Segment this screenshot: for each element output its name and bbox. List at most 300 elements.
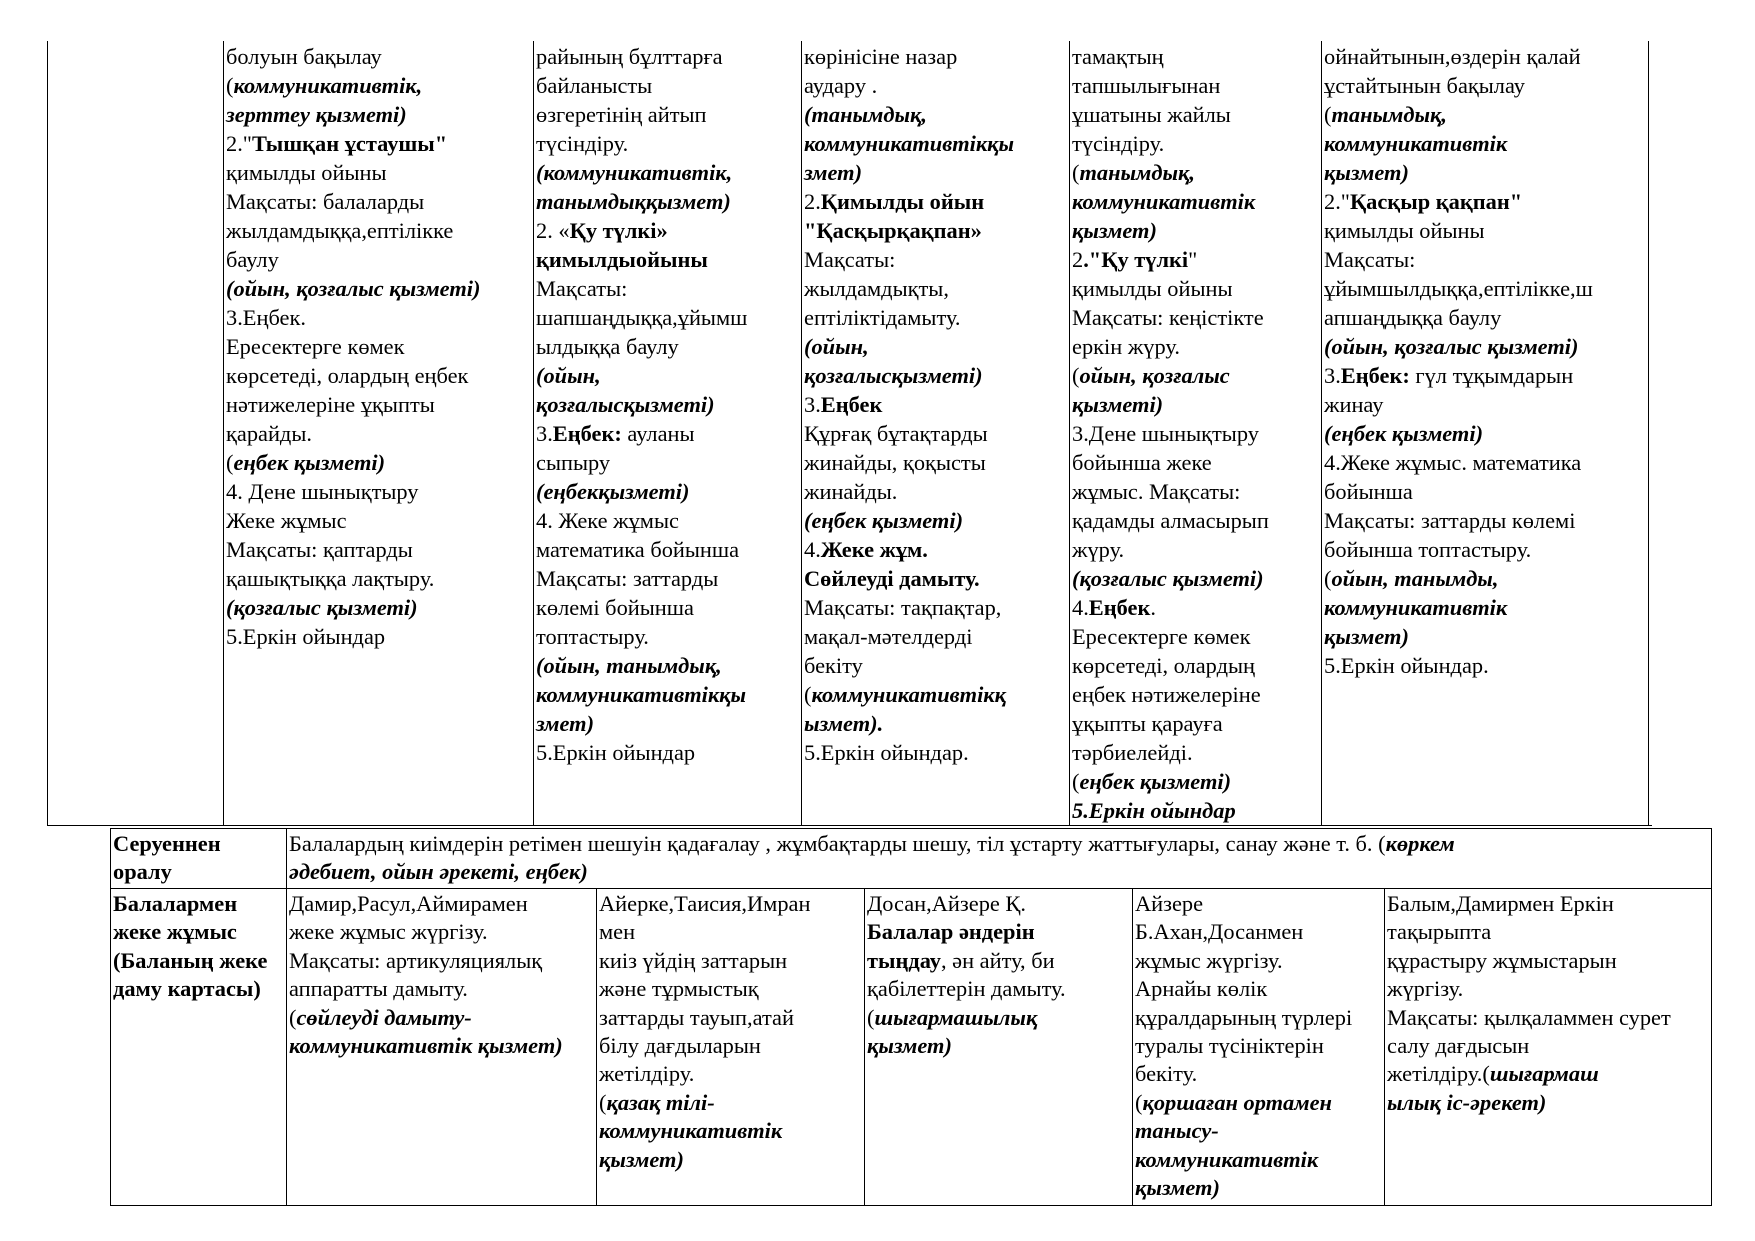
text-line	[804, 42, 1067, 71]
text-line	[536, 129, 799, 158]
text-line	[226, 303, 531, 332]
text-line	[226, 506, 531, 535]
individual-label-line: (Баланың жеке	[113, 947, 268, 973]
text-line	[1072, 274, 1319, 303]
text-line	[1072, 390, 1319, 419]
text-line	[226, 448, 531, 477]
text-run: көрсетеді, олардың еңбек	[226, 363, 469, 388]
text-line	[536, 245, 799, 274]
text-line	[867, 947, 1130, 975]
text-run: ылық іс-әрекет)	[1387, 1089, 1547, 1115]
thursday-cell	[1070, 41, 1322, 825]
text-line	[1072, 71, 1319, 100]
text-run: 2."	[226, 131, 252, 156]
text-line	[867, 890, 1130, 918]
text-run: қозғалысқызметі)	[804, 363, 983, 388]
return-text-line	[289, 830, 1709, 858]
individual-label-cell	[111, 889, 287, 1206]
text-line	[1324, 419, 1646, 448]
text-run: ойын, қозғалыс	[1079, 363, 1230, 388]
text-run: математика бойынша	[536, 537, 740, 562]
text-line	[226, 390, 531, 419]
text-run: коммуникативтік	[1072, 189, 1256, 214]
text-line	[226, 361, 531, 390]
text-line	[536, 477, 799, 506]
text-run: қазақ тілі-	[606, 1089, 715, 1115]
text-run: жылдамдықты,	[804, 276, 949, 301]
text-run: Мақсаты: артикуляциялық	[289, 947, 543, 973]
text-line	[1324, 42, 1646, 71]
walk-activities-row	[48, 41, 1649, 825]
text-line	[1324, 651, 1646, 680]
text-run: еңбек қызметі)	[233, 450, 386, 475]
text-line	[867, 1032, 1130, 1060]
text-run: тапшылығынан	[1072, 73, 1221, 98]
return-from-walk-row	[111, 829, 1712, 889]
text-run: (ойын,	[536, 363, 601, 388]
text-line	[226, 71, 531, 100]
text-run: Мақсаты: балаларды	[226, 189, 425, 214]
text-run: қызметі)	[1072, 392, 1164, 417]
text-run: 2	[1072, 247, 1084, 272]
text-line	[804, 535, 1067, 564]
text-run: танымдық,	[1331, 102, 1447, 127]
monday-cell	[224, 41, 534, 825]
text-line	[1324, 216, 1646, 245]
text-run: тақырыпта	[1387, 919, 1492, 945]
text-line	[599, 1089, 862, 1117]
text-run: Мақсаты:	[536, 276, 628, 301]
text-run: 5.Еркін ойындар	[536, 740, 696, 765]
text-line	[226, 419, 531, 448]
text-run: "	[1188, 247, 1198, 272]
text-run: Мақсаты: қаптарды	[226, 537, 413, 562]
text-run: еңбек қызметі)	[1079, 769, 1232, 794]
text-line	[536, 593, 799, 622]
text-run: байланысты	[536, 73, 653, 98]
text-line	[1135, 947, 1382, 975]
text-line	[226, 564, 531, 593]
text-line	[1135, 1004, 1382, 1032]
text-line	[1072, 42, 1319, 71]
text-run: (	[1072, 363, 1080, 388]
text-line	[599, 947, 862, 975]
text-run: ептіліктідамыту.	[804, 305, 961, 330]
text-run: (	[1072, 160, 1080, 185]
text-line	[1324, 158, 1646, 187]
text-line	[804, 303, 1067, 332]
text-run: көрсетеді, олардың	[1072, 653, 1255, 678]
text-line	[226, 535, 531, 564]
text-run: коммуникативтік	[1324, 131, 1508, 156]
individual-work-row	[111, 889, 1712, 1206]
text-run: (	[1324, 102, 1332, 127]
text-run: Қу түлкі»	[569, 218, 668, 243]
return-text-activity: көркем	[1385, 831, 1455, 856]
text-line	[1135, 1174, 1382, 1202]
text-run: (ойын, танымдық,	[536, 653, 722, 678]
text-run: қызмет)	[1072, 218, 1157, 243]
text-run: қоршаған ортамен	[1142, 1089, 1332, 1115]
text-run: бойынша топтастыру.	[1324, 537, 1532, 562]
text-run: 2.	[804, 189, 821, 214]
text-run: жетілдіру.(	[1387, 1061, 1490, 1087]
text-line	[804, 477, 1067, 506]
text-line	[289, 918, 594, 946]
text-run: қашықтыққа лақтыру.	[226, 566, 435, 591]
text-line	[226, 100, 531, 129]
text-run: заттарды тауып,атай	[599, 1004, 794, 1030]
text-line	[1387, 1060, 1709, 1088]
text-line	[289, 947, 594, 975]
text-run: 5.Еркін ойындар	[226, 624, 386, 649]
text-line	[804, 390, 1067, 419]
text-run: (танымдық,	[804, 102, 927, 127]
text-run: жүру.	[1072, 537, 1125, 562]
text-run: Ересектерге көмек	[1072, 624, 1251, 649]
text-line	[804, 129, 1067, 158]
text-run: (	[1072, 769, 1080, 794]
return-label-line: оралу	[113, 859, 172, 885]
text-line	[1387, 975, 1709, 1003]
text-line	[1072, 506, 1319, 535]
text-line	[1387, 918, 1709, 946]
text-line	[536, 187, 799, 216]
text-run: Еңбек	[820, 392, 883, 417]
text-run: 3.Дене шынықтыру	[1072, 421, 1259, 446]
text-line	[1324, 535, 1646, 564]
text-line	[536, 332, 799, 361]
individual-cell	[865, 889, 1133, 1206]
text-run: түсіндіру.	[1072, 131, 1165, 156]
text-run: қимылды ойыны	[1072, 276, 1233, 301]
text-run: өзгеретінің айтып	[536, 102, 707, 127]
text-run: коммуникативтік	[1324, 595, 1508, 620]
text-line	[1324, 332, 1646, 361]
text-line	[226, 129, 531, 158]
individual-label-line: Балалармен	[113, 891, 238, 916]
text-line	[1135, 890, 1382, 918]
text-run: коммуникативтікқы	[804, 131, 1015, 156]
text-line	[1135, 1146, 1382, 1174]
text-line	[226, 274, 531, 303]
text-run: Құрғақ бұтақтарды	[804, 421, 988, 446]
wednesday-cell	[802, 41, 1070, 825]
text-line	[599, 975, 862, 1003]
text-line	[1135, 1117, 1382, 1145]
text-line	[1387, 890, 1709, 918]
text-run: жинау	[1324, 392, 1384, 417]
individual-label-line: даму картасы)	[113, 976, 261, 1002]
text-run: ылдыққа баулу	[536, 334, 679, 359]
text-line	[1072, 216, 1319, 245]
text-run: жетілдіру.	[599, 1061, 695, 1087]
text-line	[1387, 1089, 1709, 1117]
text-line	[226, 332, 531, 361]
text-run: тамақтың	[1072, 44, 1164, 69]
text-line	[226, 477, 531, 506]
text-run: Мақсаты: тақпақтар,	[804, 595, 1002, 620]
text-run: Дамир,Расул,Аймирамен	[289, 891, 528, 916]
text-line	[867, 918, 1130, 946]
text-run: ауланы	[621, 421, 695, 446]
tuesday-cell	[534, 41, 802, 825]
text-line	[1072, 332, 1319, 361]
text-line	[289, 975, 594, 1003]
text-line	[804, 187, 1067, 216]
text-line	[1324, 622, 1646, 651]
text-line	[226, 216, 531, 245]
text-run: ."Қу түлкі	[1083, 247, 1189, 272]
text-line	[226, 158, 531, 187]
text-line	[1135, 1032, 1382, 1060]
text-line	[804, 71, 1067, 100]
text-run: жұмыс. Мақсаты:	[1072, 479, 1241, 504]
text-run: ызмет).	[804, 711, 884, 736]
text-run: қызмет)	[1135, 1175, 1220, 1201]
text-line	[804, 332, 1067, 361]
text-run: жылдамдыққа,ептілікке	[226, 218, 454, 243]
text-run: (ойын,	[804, 334, 869, 359]
text-run: ойын, танымды,	[1331, 566, 1499, 591]
text-run: Қасқыр қақпан"	[1349, 189, 1523, 214]
text-run: ұйымшылдыққа,ептілікке,ш	[1324, 276, 1593, 301]
text-line	[1072, 187, 1319, 216]
text-line	[1072, 361, 1319, 390]
text-line	[1072, 477, 1319, 506]
text-line	[804, 448, 1067, 477]
text-line	[1135, 918, 1382, 946]
text-line	[536, 622, 799, 651]
text-line	[599, 1004, 862, 1032]
individual-label-line: жеке жұмыс	[113, 919, 237, 945]
text-run: болуын бақылау	[226, 44, 382, 69]
text-line	[536, 680, 799, 709]
text-run: көрінісіне назар	[804, 44, 958, 69]
text-run: бойынша жеке	[1072, 450, 1212, 475]
text-line	[804, 564, 1067, 593]
text-line	[1135, 975, 1382, 1003]
text-run: шапшаңдыққа,ұйымш	[536, 305, 748, 330]
text-line	[289, 1032, 594, 1060]
text-line	[536, 303, 799, 332]
text-line	[1324, 477, 1646, 506]
text-run: баулу	[226, 247, 279, 272]
text-line	[1072, 245, 1319, 274]
text-run: апшаңдыққа баулу	[1324, 305, 1502, 330]
text-line	[1324, 303, 1646, 332]
text-run: 5.Еркін ойындар.	[1324, 653, 1489, 678]
text-run: 4.Жеке жұмыс. математика	[1324, 450, 1582, 475]
text-run: еңбек нәтижелеріне	[1072, 682, 1261, 707]
text-line	[1324, 361, 1646, 390]
text-run: Айерке,Таисия,Имран	[599, 891, 811, 916]
text-run: , ән айту, би	[940, 947, 1055, 973]
text-run: 3.	[804, 392, 821, 417]
text-run: 5.Еркін ойындар.	[804, 740, 969, 765]
text-run: 4.	[804, 537, 821, 562]
text-run: (ойын, қозғалыс қызметі)	[1324, 334, 1579, 359]
text-line	[804, 100, 1067, 129]
text-run: Еңбек	[1088, 595, 1151, 620]
text-run: (	[599, 1089, 607, 1115]
text-run: тыңдау	[867, 947, 941, 973]
text-run: танымдық,	[1079, 160, 1195, 185]
text-line	[1324, 390, 1646, 419]
return-text-cell	[287, 829, 1712, 889]
text-run: нәтижелеріне ұқыпты	[226, 392, 435, 417]
text-line	[226, 622, 531, 651]
text-line	[226, 593, 531, 622]
text-line	[536, 448, 799, 477]
text-run: Мақсаты:	[1324, 247, 1416, 272]
text-line	[536, 390, 799, 419]
text-line	[536, 100, 799, 129]
text-run: бекіту.	[1135, 1061, 1198, 1087]
text-run: 4. Жеке жұмыс	[536, 508, 679, 533]
text-line	[804, 274, 1067, 303]
text-line	[804, 738, 1067, 767]
text-line	[1324, 593, 1646, 622]
text-run: (	[289, 1004, 297, 1030]
text-run: қызмет)	[867, 1033, 952, 1059]
text-run: қозғалысқызметі)	[536, 392, 715, 417]
return-label-line: Серуеннен	[113, 831, 221, 856]
text-run: Балым,Дамирмен Еркін	[1387, 891, 1614, 916]
text-line	[1072, 100, 1319, 129]
text-line	[1072, 303, 1319, 332]
text-line	[804, 651, 1067, 680]
text-run: (ойын, қозғалыс қызметі)	[226, 276, 481, 301]
text-run: коммуникативтік,	[233, 73, 423, 98]
text-line	[1135, 1089, 1382, 1117]
text-run: Қимылды ойын	[820, 189, 985, 214]
table-divider	[47, 825, 1652, 826]
text-run: 3.	[536, 421, 553, 446]
text-run: шығармашылық	[874, 1004, 1038, 1030]
text-run: шығармаш	[1489, 1061, 1599, 1087]
text-line	[804, 158, 1067, 187]
text-line	[1072, 448, 1319, 477]
text-line	[1072, 709, 1319, 738]
text-line	[867, 1004, 1130, 1032]
text-run: қызмет)	[1324, 624, 1409, 649]
text-line	[1072, 622, 1319, 651]
text-run: құралдарының түрлері	[1135, 1004, 1353, 1030]
text-run: көлемі бойынша	[536, 595, 694, 620]
individual-cell	[1133, 889, 1385, 1206]
text-run: (еңбек қызметі)	[1324, 421, 1484, 446]
text-line	[1324, 187, 1646, 216]
text-run: қабілеттерін дамыту.	[867, 976, 1066, 1002]
text-run: және тұрмыстық	[599, 976, 759, 1002]
text-line	[536, 419, 799, 448]
text-run: Мақсаты: кеңістікте	[1072, 305, 1264, 330]
text-line	[1324, 245, 1646, 274]
individual-cell	[1385, 889, 1712, 1206]
text-run: қызмет)	[1324, 160, 1409, 185]
text-run: 3.Еңбек.	[226, 305, 306, 330]
text-run: Б.Ахан,Досанмен	[1135, 919, 1304, 945]
individual-cell	[287, 889, 597, 1206]
text-run: змет)	[804, 160, 863, 185]
text-run: қадамды алмасырып	[1072, 508, 1269, 533]
text-line	[536, 216, 799, 245]
text-run: 2."	[1324, 189, 1350, 214]
text-line	[536, 42, 799, 71]
text-run: (	[226, 450, 234, 475]
text-line	[536, 274, 799, 303]
text-run: қимылды ойыны	[226, 160, 387, 185]
text-line	[599, 1117, 862, 1145]
text-run: сыпыру	[536, 450, 611, 475]
text-run: Жеке жұм.	[820, 537, 928, 562]
text-run: қарайды.	[226, 421, 312, 446]
text-run: танымдыққызмет)	[536, 189, 731, 214]
text-line	[1072, 129, 1319, 158]
schedule-table	[110, 828, 1712, 1206]
text-run: Тышқан ұстаушы"	[251, 131, 448, 156]
individual-cell	[597, 889, 865, 1206]
text-line	[599, 1032, 862, 1060]
text-run: (коммуникативтік,	[536, 160, 733, 185]
text-line	[289, 1004, 594, 1032]
text-run: зерттеу қызметі)	[226, 102, 407, 127]
return-label-cell	[111, 829, 287, 889]
text-run: Мақсаты: заттарды	[536, 566, 719, 591]
text-run: мен	[599, 919, 636, 945]
text-run: жұмыс жүргізу.	[1135, 947, 1283, 973]
text-line	[804, 245, 1067, 274]
text-line	[536, 361, 799, 390]
text-line	[536, 651, 799, 680]
text-line	[1072, 158, 1319, 187]
text-line	[226, 42, 531, 71]
text-run: (	[867, 1004, 875, 1030]
text-run: 4.	[1072, 595, 1089, 620]
text-line	[804, 709, 1067, 738]
text-run: Арнайы көлік	[1135, 976, 1268, 1002]
text-line	[804, 506, 1067, 535]
text-run: мақал-мәтелдерді	[804, 624, 973, 649]
text-run: Мақсаты: қылқаламмен сурет	[1387, 1004, 1671, 1030]
text-run: коммуникативтікқ	[811, 682, 1006, 707]
text-run: Балалар әндерін	[867, 919, 1035, 945]
text-run: Мақсаты:	[804, 247, 896, 272]
text-run: Ересектерге көмек	[226, 334, 405, 359]
text-run: (қозғалыс қызметі)	[226, 595, 418, 620]
text-run: Еңбек:	[1340, 363, 1410, 388]
text-run: 2. «	[536, 218, 570, 243]
text-line	[1324, 274, 1646, 303]
text-line	[804, 680, 1067, 709]
text-line	[804, 419, 1067, 448]
text-run: бекіту	[804, 653, 863, 678]
text-run: Досан,Айзере Қ.	[867, 891, 1026, 916]
text-run: танысу-	[1135, 1118, 1219, 1144]
text-line	[536, 535, 799, 564]
text-line	[804, 593, 1067, 622]
text-run: 3.	[1324, 363, 1341, 388]
text-line	[1072, 419, 1319, 448]
text-run: қызмет)	[599, 1146, 684, 1172]
text-run: (қозғалыс қызметі)	[1072, 566, 1264, 591]
text-line	[804, 216, 1067, 245]
text-line	[1135, 1060, 1382, 1088]
text-line	[536, 71, 799, 100]
text-run: жүргізу.	[1387, 976, 1464, 1002]
text-line	[1072, 651, 1319, 680]
